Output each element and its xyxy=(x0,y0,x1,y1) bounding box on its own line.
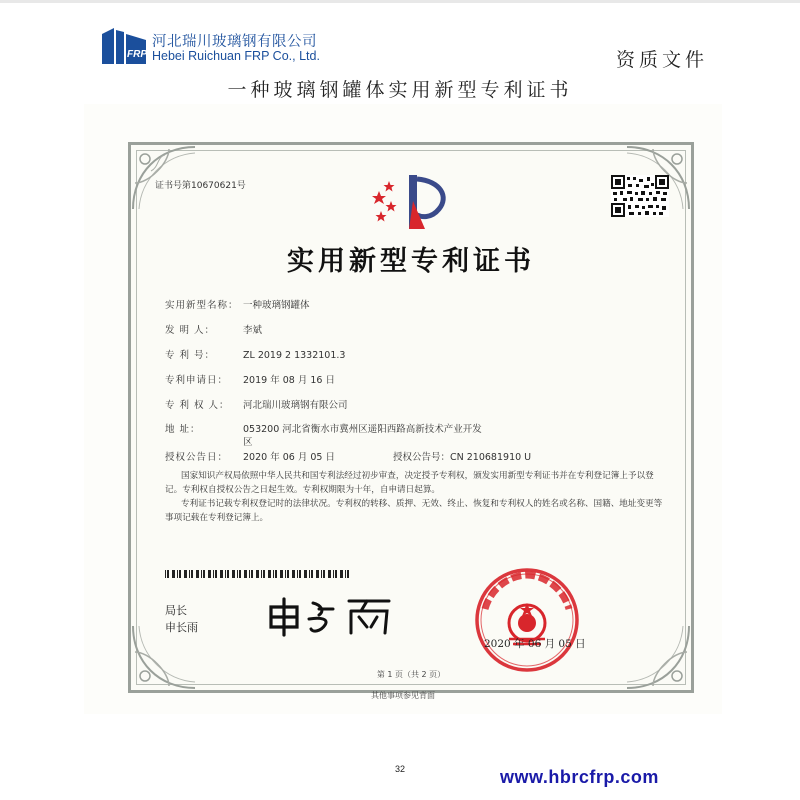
field-label: 地 址： xyxy=(165,424,201,435)
field-value: ZL 2019 2 1332101.3 xyxy=(243,350,346,361)
body-paragraph: 专利证书记载专利权登记时的法律状况。专利权的转移、质押、无效、终止、恢复和专利权人的姓名或名称、国籍、地址变更等事项记载在专利登记簿上。 xyxy=(165,499,663,523)
field-grant-number: 授权公告号：CN 210681910 U xyxy=(393,452,532,463)
barcode-icon xyxy=(165,570,350,578)
chief-signature xyxy=(263,593,403,637)
field-value: 河北瑞川玻璃钢有限公司 xyxy=(243,400,348,411)
field-label: 专 利 权 人： xyxy=(165,400,230,411)
field-application-date xyxy=(165,372,335,386)
field-label: 授权公告日： xyxy=(165,452,229,463)
page-number: 32 xyxy=(394,764,405,774)
website-link[interactable]: www.hbrcfrp.com xyxy=(500,767,659,787)
top-rule xyxy=(0,0,800,3)
logo-mark-text: FRP xyxy=(127,49,147,60)
certificate-scan xyxy=(84,104,722,714)
field-value: 053200 河北省衡水市冀州区遥阳西路高新技术产业开发 xyxy=(243,424,482,435)
field-value: 李斌 xyxy=(243,325,263,336)
field-value: 2020 年 06 月 05 日 xyxy=(243,452,335,463)
field-utility-model-name xyxy=(165,297,310,311)
body-paragraph: 国家知识产权局依照中华人民共和国专利法经过初步审查，决定授予专利权，颁发实用新型专利证书并在专利登记簿上予以登记。专利权自授权公告之日起生效。专利权期限为十年，自申请日起算。 xyxy=(165,471,654,495)
document-title: 一种玻璃钢罐体实用新型专利证书 xyxy=(227,79,573,101)
field-patent-number xyxy=(165,347,345,361)
patent-office-emblem-icon xyxy=(369,171,459,233)
company-name-cn: 河北瑞川玻璃钢有限公司 xyxy=(152,34,317,50)
section-label: 资质文件 xyxy=(615,49,708,71)
company-name-en: Hebei Ruichuan FRP Co., Ltd. xyxy=(152,49,320,63)
field-label: 专利申请日： xyxy=(165,375,229,386)
certificate-body-text xyxy=(165,469,665,525)
field-value: 2019 年 08 月 16 日 xyxy=(243,375,335,386)
qr-code-icon xyxy=(611,175,669,217)
field-address-continued: 区 xyxy=(243,437,253,448)
certificate-title: 实用新型专利证书 xyxy=(287,246,535,277)
field-inventor xyxy=(165,322,262,336)
page-indicator: 第 1 页（共 2 页） xyxy=(376,670,446,679)
field-patentee xyxy=(165,397,348,411)
field-label: 专 利 号： xyxy=(165,350,216,361)
field-label: 实用新型名称： xyxy=(165,300,239,311)
other-matters-note: 其他事项参见背面 xyxy=(371,691,435,700)
field-label: 发 明 人： xyxy=(165,325,216,336)
official-seal-icon xyxy=(461,565,593,675)
company-logo xyxy=(100,26,340,72)
certificate-frame xyxy=(128,142,694,693)
field-value: 一种玻璃钢罐体 xyxy=(243,300,310,311)
field-address xyxy=(165,421,482,435)
field-grant-date xyxy=(165,449,531,463)
ornament-corner-icon xyxy=(623,622,693,692)
company-logo-icon xyxy=(100,26,148,66)
chief-title: 局长 xyxy=(165,604,187,617)
certificate-number: 证书号第10670621号 xyxy=(155,181,246,191)
chief-name: 申长雨 xyxy=(165,621,198,634)
issue-date: 2020 年 06 月 05 日 xyxy=(484,638,586,650)
